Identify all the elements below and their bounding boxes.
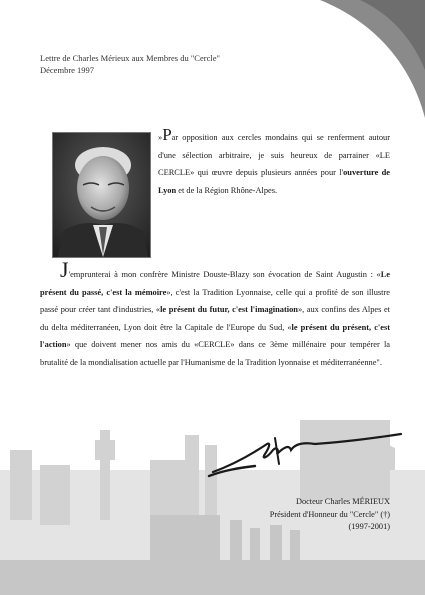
body-bold-1: Le présent du passé, c'est la mémoire	[40, 270, 390, 297]
body-text-1: 'emprunterai à mon confrère Ministre Douste-Blazy son évocation de Saint Augustin : «	[68, 270, 381, 279]
body-text-2: », c'est la Tradition Lyonnaise, celle qui a profité de son illustre passé pour créer tant d'industries, «	[40, 287, 390, 315]
quote-text-2: et de la Région Rhône-Alpes.	[176, 185, 278, 195]
header-date: Décembre 1997	[40, 65, 95, 75]
body-bold-3: le présent du présent, c'est l'action	[40, 322, 391, 350]
signatory-name: Docteur Charles MÉRIEUX	[295, 497, 390, 506]
quote-open-mark: »	[158, 133, 163, 142]
body-paragraph	[40, 257, 391, 372]
body-bold-2: le présent du futur, c'est l'imagination	[160, 305, 298, 315]
portrait-photo	[52, 132, 151, 258]
signatory-title: Président d'Honneur du "Cercle" (†)	[269, 509, 390, 519]
body-text-3: », aux confins des Alpes et du delta méditerranéen, Lyon doit être la Capitale de l'Europe du Sud, «	[40, 305, 391, 332]
quote-paragraph	[158, 125, 390, 199]
letter-header	[40, 52, 220, 76]
quote-drop-letter: P	[162, 125, 172, 144]
quote-bold-1: ouverture de Lyon	[158, 168, 390, 195]
portrait-image	[53, 133, 150, 257]
header-title: Lettre de Charles Mérieux aux Membres du "Cercle"	[40, 53, 220, 63]
body-text-4: » que doivent mener nos amis du «CERCLE» dans ce 3ème millénaire pour tempérer la brutalité de la mondialisation actuelle par l'Humanisme de la Tradition lyonnaise et méditerranéenne".	[40, 340, 390, 367]
signature-block	[270, 496, 390, 534]
body-drop-letter: J	[60, 257, 69, 282]
quote-text-1: ar opposition aux cercles mondains qui se renferment autour d'une sélection arbitraire, je suis heureux de parrainer «LE CERCLE» qui œuvre depuis plusieurs années pour l'	[158, 133, 390, 178]
signatory-years: (1997-2001)	[348, 522, 390, 531]
handwritten-signature	[205, 424, 405, 489]
